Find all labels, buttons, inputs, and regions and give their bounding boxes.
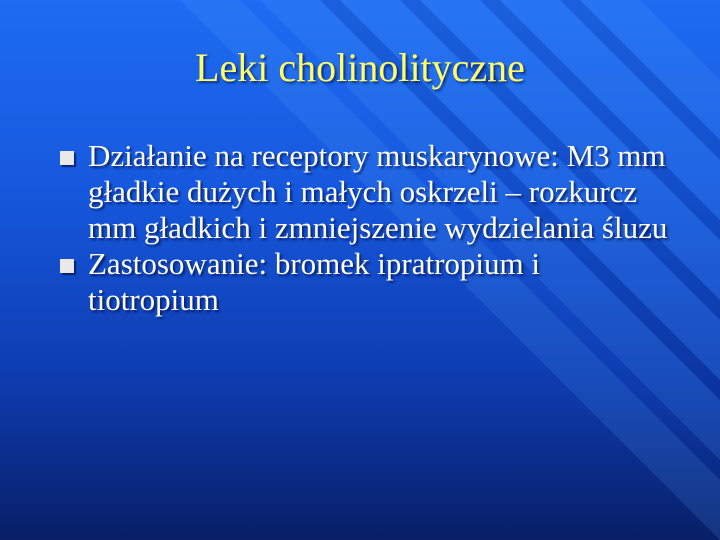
bullet-item <box>58 138 678 246</box>
bullet-item <box>58 246 678 318</box>
bullet-list <box>58 138 678 318</box>
bullet-text: Zastosowanie: bromek ipratropium i tiotropium <box>88 246 540 317</box>
square-bullet-icon <box>60 259 74 273</box>
bullet-text: Działanie na receptory muskarynowe: M3 mm gładkie dużych i małych oskrzeli – rozkurcz mm gładkich i zmniejszenie wydzielania śluzu <box>88 138 668 245</box>
slide-title: Leki cholinolityczne <box>195 45 525 90</box>
square-bullet-icon <box>60 151 74 165</box>
